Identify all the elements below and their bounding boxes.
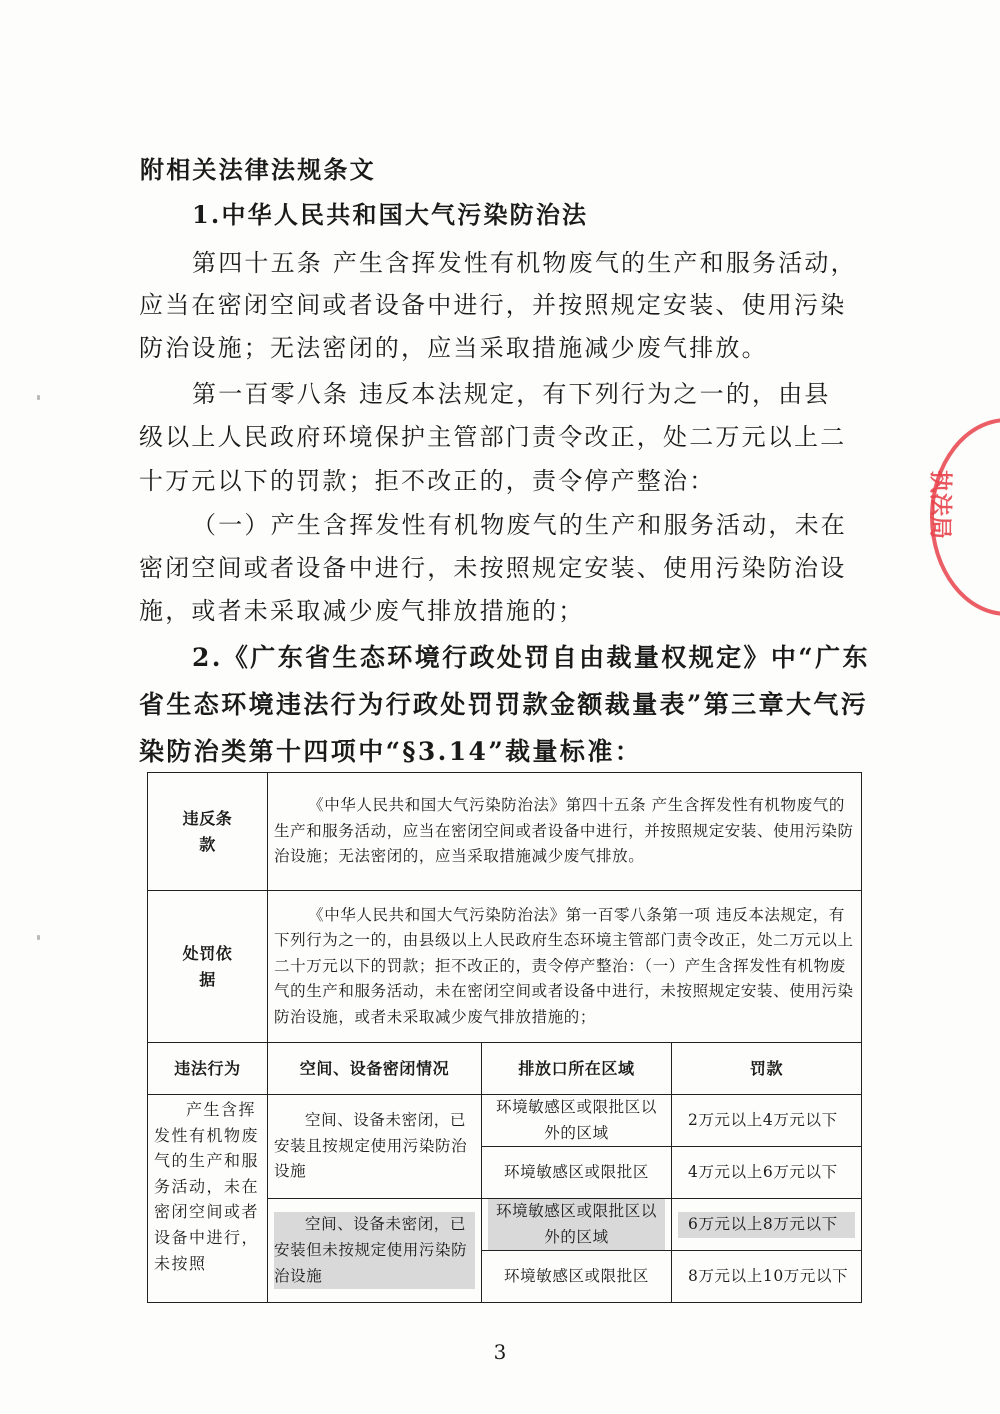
closure-condition-1: 空间、设备未密闭，已安装且按规定使用污染防治设施 [268,1095,482,1199]
fine-cell: 2万元以上4万元以下 [672,1095,862,1147]
behavior-cell: 产生含挥发性有机物废气的生产和服务活动，未在密闭空间或者设备中进行，未按照 [148,1095,268,1303]
section1-title: 1.中华人民共和国大气污染防治法 [192,200,589,229]
table-row [148,1095,862,1147]
article108-line-2: 级以上人民政府环境保护主管部门责令改正，处二万元以上二 [139,423,847,451]
penalty-basis-row [148,891,862,1043]
violation-clause-text: 《中华人民共和国大气污染防治法》第四十五条 产生含挥发性有机物废气的生产和服务活动，应当在密闭空间或者设备中进行，并按照规定安装、使用污染防治设施；无法密闭的，应当采取措施减少废气排放。 [268,773,862,891]
region-cell: 环境敏感区或限批区以外的区域 [482,1095,672,1147]
article45-line-2: 应当在密闭空间或者设备中进行，并按照规定安装、使用污染 [139,291,847,319]
article45-line-1: 第四十五条 产生含挥发性有机物废气的生产和服务活动， [192,249,857,277]
header-behavior: 违法行为 [148,1043,268,1095]
penalty-basis-label: 处罚依据 [148,891,268,1043]
item1-line-2: 密闭空间或者设备中进行，未按照规定安装、使用污染防治设 [139,554,847,582]
item1-line-3: 施，或者未采取减少废气排放措施的； [139,597,585,625]
violation-clause-label: 违反条款 [148,773,268,891]
article45-line-3: 防治设施；无法密闭的，应当采取措施减少废气排放。 [139,334,768,362]
region-cell: 环境敏感区或限批区 [482,1251,672,1303]
seal-text: 执法局 [927,470,954,539]
section2-title-line-3: 染防治类第十四项中“§3.14”裁量标准： [139,737,643,766]
fine-cell: 4万元以上6万元以下 [672,1147,862,1199]
closure-condition-2: 空间、设备未密闭，已安装但未按规定使用污染防治设施 [268,1199,482,1303]
header-region: 排放口所在区域 [482,1043,672,1095]
scan-speck [37,395,40,400]
fine-cell: 6万元以上8万元以下 [672,1199,862,1251]
header-closure: 空间、设备密闭情况 [268,1043,482,1095]
page-number: 3 [493,1340,507,1364]
article108-line-1: 第一百零八条 违反本法规定，有下列行为之一的，由县 [192,380,831,408]
scan-speck [37,935,40,940]
penalty-basis-text: 《中华人民共和国大气污染防治法》第一百零八条第一项 违反本法规定，有下列行为之一的，由县级以上人民政府生态环境主管部门责令改正，处二万元以上二十万元以下的罚款；拒不改正的，责令停产整治：（一）产生含挥发性有机物废气的生产和服务活动，未在密闭空间或者设备中进行，未按照规定安装、使用污染防治设施，或者未采取减少废气排放措施的； [268,891,862,1043]
item1-line-1: （一）产生含挥发性有机物废气的生产和服务活动，未在 [192,511,847,539]
region-cell: 环境敏感区或限批区 [482,1147,672,1199]
section2-title-line-2: 省生态环境违法行为行政处罚罚款金额裁量表”第三章大气污 [139,690,869,719]
page-heading: 附相关法律法规条文 [140,155,376,184]
section2-title-line-1: 2.《广东省生态环境行政处罚自由裁量权规定》中“广东 [192,643,870,672]
region-cell: 环境敏感区或限批区以外的区域 [482,1199,672,1251]
fine-cell: 8万元以上10万元以下 [672,1251,862,1303]
header-fine: 罚款 [672,1043,862,1095]
violation-clause-row [148,773,862,891]
article108-line-3: 十万元以下的罚款；拒不改正的，责令停产整治： [139,467,716,495]
discretion-table [147,772,862,1303]
table-header-row [148,1043,862,1095]
